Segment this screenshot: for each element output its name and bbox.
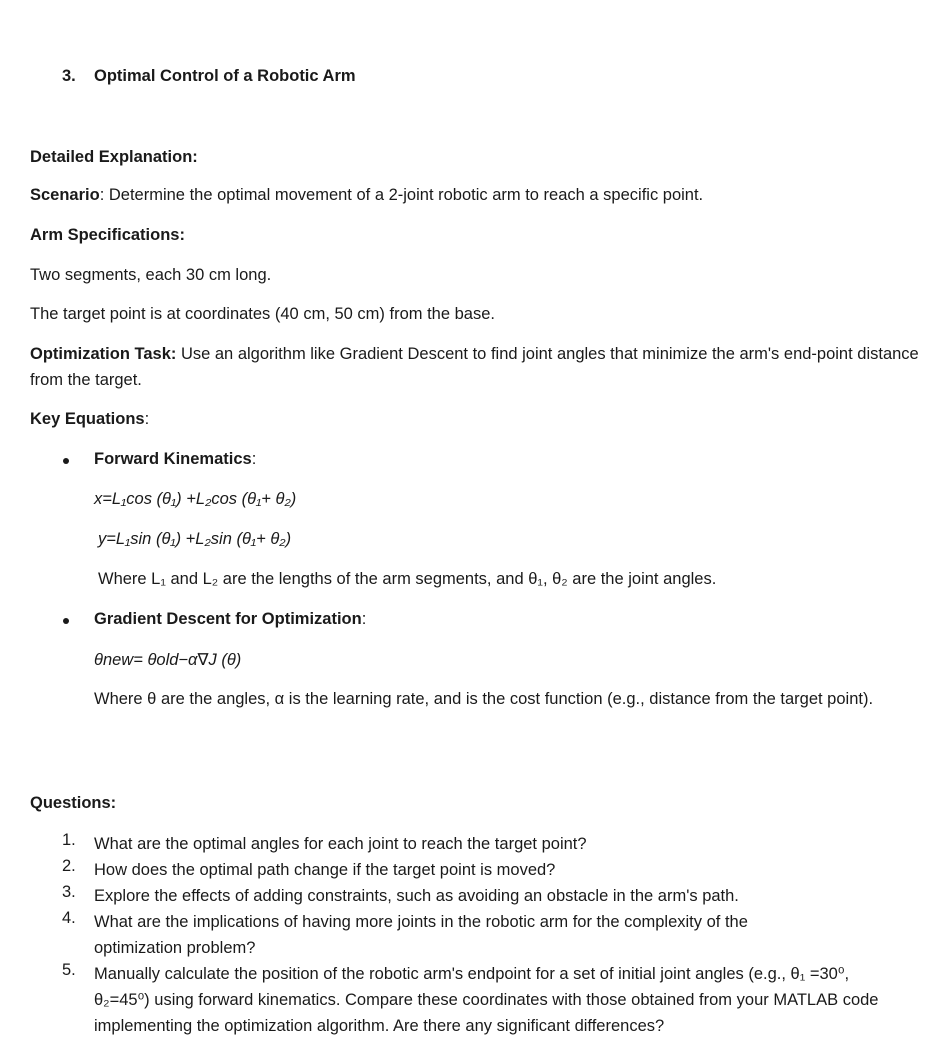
key-equations-heading bbox=[30, 410, 149, 429]
scenario-text: : Determine the optimal movement of a 2-joint robotic arm to reach a specific point. bbox=[99, 186, 704, 204]
question-text: Manually calculate the position of the robotic arm's endpoint for a set of initial joint angles (e.g., θ₁ =30⁰, θ₂=45⁰) using forward kinematics. Compare these coordinates with those obtained from your MATLAB code implementing the optimization algorithm. Are there any significant differences? bbox=[94, 965, 879, 1035]
question-number: 5. bbox=[62, 961, 76, 979]
detailed-explanation-heading: Detailed Explanation: bbox=[30, 148, 198, 166]
question-text: How does the optimal path change if the target point is moved? bbox=[94, 861, 556, 879]
equation-update: θnew= θold−α∇J (θ) bbox=[94, 651, 242, 669]
question-number: 3. bbox=[62, 883, 76, 901]
arm-spec-heading: Arm Specifications: bbox=[30, 226, 185, 244]
question-text: What are the implications of having more joints in the robotic arm for the complexity of the optimization problem? bbox=[94, 913, 748, 957]
forward-kinematics-colon: : bbox=[251, 450, 257, 468]
section-title: Optimal Control of a Robotic Arm bbox=[94, 67, 356, 85]
arm-spec-line-1: Two segments, each 30 cm long. bbox=[30, 266, 272, 284]
question-number: 2. bbox=[62, 857, 76, 875]
question-text: Explore the effects of adding constraints, such as avoiding an obstacle in the arm's path. bbox=[94, 887, 739, 905]
optimization-paragraph bbox=[30, 341, 922, 393]
bullet-icon bbox=[63, 618, 69, 624]
section-number: 3. bbox=[62, 67, 76, 85]
forward-kinematics-where: Where L₁ and L₂ are the lengths of the arm segments, and θ₁, θ₂ are the joint angles. bbox=[98, 570, 717, 588]
gradient-descent-colon: : bbox=[361, 610, 367, 628]
arm-spec-line-2: The target point is at coordinates (40 cm, 50 cm) from the base. bbox=[30, 305, 495, 323]
question-number: 1. bbox=[62, 831, 76, 849]
optimization-label: Optimization Task: bbox=[30, 345, 177, 363]
question-text: What are the optimal angles for each joint to reach the target point? bbox=[94, 835, 587, 853]
bullet-icon bbox=[63, 458, 69, 464]
gradient-descent-where: Where θ are the angles, α is the learning rate, and is the cost function (e.g., distance from the target point). bbox=[94, 690, 874, 708]
equation-y: y=L₁sin (θ₁) +L₂sin (θ₁+ θ₂) bbox=[98, 530, 292, 548]
gradient-descent-label: Gradient Descent for Optimization bbox=[94, 610, 362, 628]
forward-kinematics-heading bbox=[94, 450, 256, 469]
gradient-descent-heading bbox=[94, 610, 366, 629]
scenario-label: Scenario bbox=[30, 186, 100, 204]
optimization-text: Use an algorithm like Gradient Descent to find joint angles that minimize the arm's end-point distance from the target. bbox=[30, 345, 919, 389]
question-number: 4. bbox=[62, 909, 76, 927]
key-equations-label: Key Equations bbox=[30, 410, 145, 428]
equation-x: x=L₁cos (θ₁) +L₂cos (θ₁+ θ₂) bbox=[94, 490, 297, 508]
questions-heading: Questions: bbox=[30, 794, 117, 812]
scenario-paragraph bbox=[30, 186, 703, 205]
key-equations-colon: : bbox=[144, 410, 150, 428]
forward-kinematics-label: Forward Kinematics bbox=[94, 450, 252, 468]
